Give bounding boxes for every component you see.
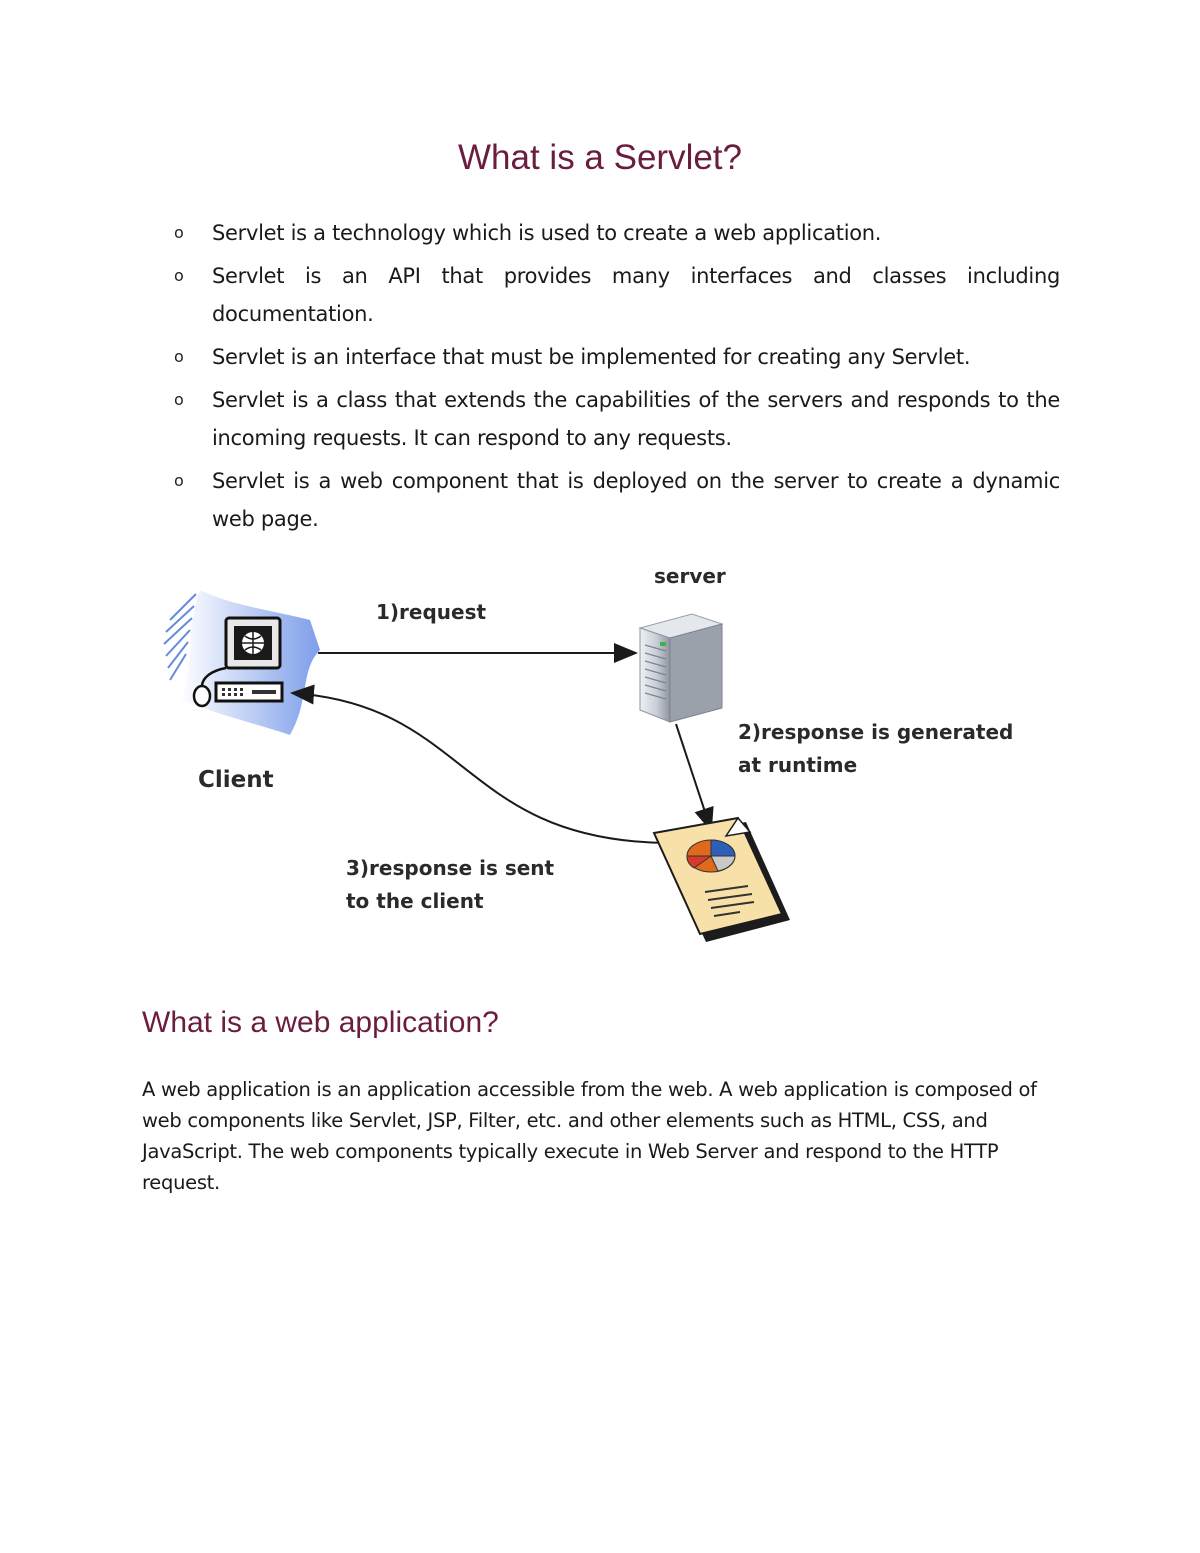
- servlet-request-diagram: [160, 550, 1040, 960]
- response-arrow: [292, 693, 666, 843]
- list-item-text: Servlet is a technology which is used to create a web application.: [212, 221, 882, 245]
- bullet-marker: o: [174, 390, 184, 409]
- bullet-marker: o: [174, 223, 184, 242]
- bullet-marker: o: [174, 347, 184, 366]
- server-label: server: [654, 564, 726, 588]
- web-application-paragraph: A web application is an application accessible from the web. A web application is composed of web components like Servlet, JSP, Filter, etc. and other elements such as HTML, CSS, and JavaScript. The web components typically execute in Web Server and respond to the HTTP request.: [142, 1078, 1037, 1194]
- list-item: [170, 257, 1060, 333]
- server-icon: [640, 614, 722, 722]
- list-item-text: Servlet is an API that provides many interfaces and classes including documentation.: [212, 264, 1060, 326]
- list-item-text: Servlet is a class that extends the capabilities of the servers and responds to the incoming requests. It can respond to any requests.: [212, 388, 1060, 450]
- list-item: [170, 381, 1060, 457]
- response-generated-label: 2)response is generated at runtime: [738, 720, 1014, 777]
- generate-arrow: [676, 724, 711, 830]
- list-item: [170, 462, 1060, 538]
- list-item: [170, 214, 1060, 252]
- response-document-icon: [654, 818, 790, 942]
- list-item: [170, 338, 1060, 376]
- page-title: What is a Servlet?: [458, 138, 742, 177]
- request-label: 1)request: [376, 600, 487, 624]
- list-item-text: Servlet is an interface that must be implemented for creating any Servlet.: [212, 345, 971, 369]
- client-label: Client: [198, 767, 274, 793]
- list-item-text: Servlet is a web component that is deployed on the server to create a dynamic web page.: [212, 469, 1060, 531]
- bullet-marker: o: [174, 471, 184, 490]
- bullet-marker: o: [174, 266, 184, 285]
- section-heading: What is a web application?: [142, 1006, 499, 1039]
- servlet-definition-list: [170, 214, 1060, 543]
- response-sent-label: 3)response is sent to the client: [346, 856, 555, 913]
- client-computer-icon: [164, 590, 320, 735]
